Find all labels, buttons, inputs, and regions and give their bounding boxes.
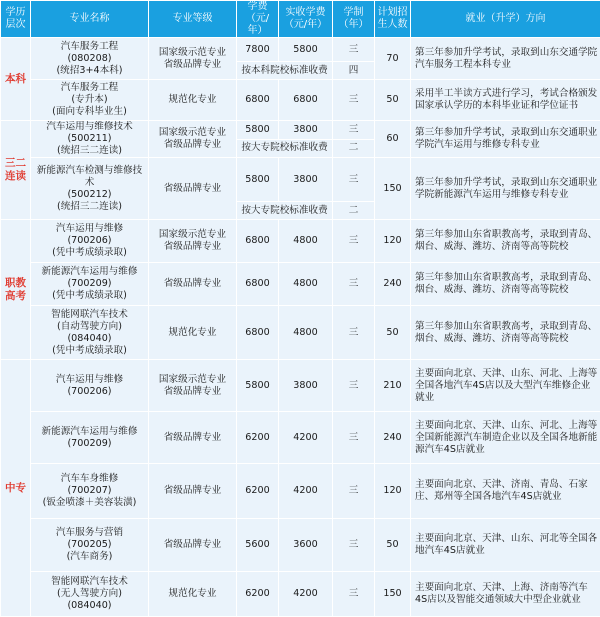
sub-years-cell: 四 bbox=[333, 62, 375, 80]
actual-fee-cell: 6800 bbox=[279, 80, 333, 121]
col-header-major: 专业名称 bbox=[31, 1, 149, 38]
table-row bbox=[1, 38, 600, 62]
major-cell: 汽车运用与维修技术 (500211) (统招三二连读) bbox=[31, 121, 149, 158]
plan-cell: 150 bbox=[375, 572, 411, 617]
actual-fee-cell: 4800 bbox=[279, 263, 333, 306]
level-zhijiao: 职教高考 bbox=[1, 220, 31, 360]
direction-cell: 第三年参加山东省职教高考，录取到青岛、烟台、威海、潍坊、济南等高等院校 bbox=[411, 306, 600, 360]
years-cell: 三 bbox=[333, 121, 375, 140]
major-cell: 汽车运用与维修 (700206) (凭中考成绩录取) bbox=[31, 220, 149, 263]
sub-fee-cell: 按大专院校标准收费 bbox=[237, 202, 333, 220]
grade-cell: 国家级示范专业 省级品牌专业 bbox=[149, 360, 237, 412]
fee-cell: 6200 bbox=[237, 572, 279, 617]
table-row bbox=[1, 220, 600, 263]
years-cell: 三 bbox=[333, 220, 375, 263]
direction-cell: 主要面向北京、天津、山东、河北等全国各地汽车4S店就业 bbox=[411, 519, 600, 572]
grade-cell: 国家级示范专业 省级品牌专业 bbox=[149, 121, 237, 158]
actual-fee-cell: 4200 bbox=[279, 464, 333, 519]
grade-cell: 规范化专业 bbox=[149, 572, 237, 617]
plan-cell: 120 bbox=[375, 220, 411, 263]
years-cell: 三 bbox=[333, 572, 375, 617]
table-row bbox=[1, 80, 600, 121]
grade-cell: 规范化专业 bbox=[149, 306, 237, 360]
sub-years-cell: 二 bbox=[333, 202, 375, 220]
direction-cell: 第三年参加升学考试，录取到山东交通职业学院汽车运用与维修专科专业 bbox=[411, 121, 600, 158]
plan-cell: 70 bbox=[375, 38, 411, 80]
years-cell: 三 bbox=[333, 38, 375, 62]
grade-cell: 省级品牌专业 bbox=[149, 158, 237, 220]
direction-cell: 采用半工半读方式进行学习，考试合格颁发国家承认学历的本科毕业证和学位证书 bbox=[411, 80, 600, 121]
col-header-level: 学历层次 bbox=[1, 1, 31, 38]
plan-cell: 50 bbox=[375, 80, 411, 121]
actual-fee-cell: 5800 bbox=[279, 38, 333, 62]
fee-cell: 5800 bbox=[237, 158, 279, 202]
actual-fee-cell: 4800 bbox=[279, 306, 333, 360]
grade-cell: 省级品牌专业 bbox=[149, 519, 237, 572]
grade-cell: 国家级示范专业 省级品牌专业 bbox=[149, 220, 237, 263]
plan-cell: 50 bbox=[375, 519, 411, 572]
major-cell: 新能源汽车检测与维修技术 (500212) (统招三二连读) bbox=[31, 158, 149, 220]
actual-fee-cell: 3800 bbox=[279, 121, 333, 140]
level-benke: 本科 bbox=[1, 38, 31, 121]
fee-cell: 5800 bbox=[237, 121, 279, 140]
years-cell: 三 bbox=[333, 519, 375, 572]
table-row bbox=[1, 572, 600, 617]
years-cell: 三 bbox=[333, 306, 375, 360]
grade-cell: 规范化专业 bbox=[149, 80, 237, 121]
major-cell: 汽车服务与营销 (700205) (汽车商务) bbox=[31, 519, 149, 572]
actual-fee-cell: 4800 bbox=[279, 220, 333, 263]
level-zhongzhuan: 中专 bbox=[1, 360, 31, 617]
major-cell: 新能源汽车运用与维修 (700209) bbox=[31, 412, 149, 464]
level-sanerlian: 三二连读 bbox=[1, 121, 31, 220]
actual-fee-cell: 3800 bbox=[279, 158, 333, 202]
direction-cell: 主要面向北京、天津、山东、河北、上海等全国新能源汽车制造企业以及全国各地新能源汽车4S店就业 bbox=[411, 412, 600, 464]
years-cell: 三 bbox=[333, 360, 375, 412]
col-header-grade: 专业等级 bbox=[149, 1, 237, 38]
actual-fee-cell: 3800 bbox=[279, 360, 333, 412]
header-row bbox=[1, 1, 600, 38]
grade-cell: 省级品牌专业 bbox=[149, 263, 237, 306]
col-header-fee: 学费（元/年） bbox=[237, 1, 279, 38]
plan-cell: 240 bbox=[375, 412, 411, 464]
actual-fee-cell: 3600 bbox=[279, 519, 333, 572]
col-header-direction: 就业（升学）方向 bbox=[411, 1, 600, 38]
fee-cell: 6800 bbox=[237, 263, 279, 306]
grade-cell: 省级品牌专业 bbox=[149, 412, 237, 464]
direction-cell: 主要面向北京、天津、上海、济南等汽车4S店以及智能交通领域大中型企业就业 bbox=[411, 572, 600, 617]
plan-cell: 150 bbox=[375, 158, 411, 220]
major-cell: 智能网联汽车技术 (自动驾驶方向) (084040) (凭中考成绩录取) bbox=[31, 306, 149, 360]
major-cell: 新能源汽车运用与维修 (700209) (凭中考成绩录取) bbox=[31, 263, 149, 306]
fee-cell: 6200 bbox=[237, 412, 279, 464]
major-cell: 智能网联汽车技术 (无人驾驶方向) (084040) bbox=[31, 572, 149, 617]
major-cell: 汽车服务工程 (专升本) (面向专科毕业生) bbox=[31, 80, 149, 121]
direction-cell: 第三年参加升学考试，录取到山东交通学院汽车服务工程本科专业 bbox=[411, 38, 600, 80]
major-cell: 汽车运用与维修 (700206) bbox=[31, 360, 149, 412]
direction-cell: 主要面向北京、天津、济南、青岛、石家庄、郑州等全国各地汽车4S店就业 bbox=[411, 464, 600, 519]
years-cell: 三 bbox=[333, 464, 375, 519]
plan-cell: 60 bbox=[375, 121, 411, 158]
years-cell: 三 bbox=[333, 263, 375, 306]
table-row bbox=[1, 121, 600, 140]
plan-cell: 50 bbox=[375, 306, 411, 360]
col-header-plan: 计划招生人数 bbox=[375, 1, 411, 38]
actual-fee-cell: 4200 bbox=[279, 412, 333, 464]
table-row bbox=[1, 360, 600, 412]
fee-cell: 6800 bbox=[237, 80, 279, 121]
direction-cell: 第三年参加山东省职教高考，录取到青岛、烟台、威海、潍坊、济南等高等院校 bbox=[411, 263, 600, 306]
table-row bbox=[1, 263, 600, 306]
sub-years-cell: 二 bbox=[333, 139, 375, 158]
years-cell: 三 bbox=[333, 158, 375, 202]
fee-cell: 7800 bbox=[237, 38, 279, 62]
grade-cell: 省级品牌专业 bbox=[149, 464, 237, 519]
fee-cell: 5600 bbox=[237, 519, 279, 572]
sub-fee-cell: 按大专院校标准收费 bbox=[237, 139, 333, 158]
years-cell: 三 bbox=[333, 80, 375, 121]
direction-cell: 主要面向北京、天津、山东、河北、上海等全国各地汽车4S店以及大型汽车维修企业就业 bbox=[411, 360, 600, 412]
major-cell: 汽车车身维修 (700207) (钣金喷漆＋美容装潢) bbox=[31, 464, 149, 519]
years-cell: 三 bbox=[333, 412, 375, 464]
plan-cell: 120 bbox=[375, 464, 411, 519]
table-row bbox=[1, 306, 600, 360]
col-header-actual-fee: 实收学费（元/年） bbox=[279, 1, 333, 38]
fee-cell: 6800 bbox=[237, 220, 279, 263]
table-row bbox=[1, 412, 600, 464]
actual-fee-cell: 4200 bbox=[279, 572, 333, 617]
direction-cell: 第三年参加升学考试，录取到山东交通职业学院新能源汽车运用与维修专科专业 bbox=[411, 158, 600, 220]
plan-cell: 240 bbox=[375, 263, 411, 306]
major-cell: 汽车服务工程 (080208) (统招3+4本科) bbox=[31, 38, 149, 80]
sub-fee-cell: 按本科院校标准收费 bbox=[237, 62, 333, 80]
grade-cell: 国家级示范专业 省级品牌专业 bbox=[149, 38, 237, 80]
table-row bbox=[1, 158, 600, 202]
direction-cell: 第三年参加山东省职教高考，录取到青岛、烟台、威海、潍坊、济南等高等院校 bbox=[411, 220, 600, 263]
fee-cell: 5800 bbox=[237, 360, 279, 412]
table-row bbox=[1, 519, 600, 572]
plan-cell: 210 bbox=[375, 360, 411, 412]
fee-cell: 6200 bbox=[237, 464, 279, 519]
fee-cell: 6800 bbox=[237, 306, 279, 360]
col-header-years: 学制（年） bbox=[333, 1, 375, 38]
table-row bbox=[1, 464, 600, 519]
